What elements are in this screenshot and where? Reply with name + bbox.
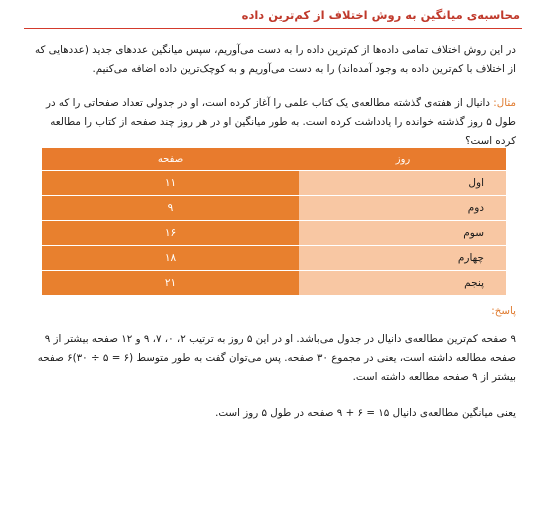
- day-cell: اول: [299, 171, 506, 196]
- pages-cell: ۱۱: [42, 171, 299, 196]
- table-row: [42, 171, 506, 196]
- table-row: [42, 196, 506, 221]
- title-divider: [24, 28, 522, 29]
- example-label: مثال:: [493, 97, 516, 109]
- pages-cell: ۹: [42, 196, 299, 221]
- day-cell: سوم: [299, 221, 506, 246]
- example-text: دانیال از هفته‌ی گذشته مطالعه‌ی یک کتاب علمی را آغاز کرده است، او در جدولی تعداد صفحاتی را که در طول ۵ روز گذشته خوانده را یادداشت کرده است. به طور میانگین او در هر روز چند صفحه از کتاب را مطالعه کرده است؟: [46, 97, 516, 147]
- reading-table: [42, 148, 506, 295]
- table-row: [42, 271, 506, 296]
- example-paragraph: [30, 94, 516, 151]
- day-cell: دوم: [299, 196, 506, 221]
- pages-cell: ۱۸: [42, 246, 299, 271]
- section-title: محاسبه‌ی میانگین به روش اختلاف از کم‌ترین داده: [241, 8, 520, 22]
- intro-paragraph: در این روش اختلاف تمامی داده‌ها از کم‌ترین داده را به دست می‌آوریم، سپس میانگین عددهای جدید (عددهایی که از اختلاف با کم‌ترین داده به وجود آمده‌اند) را به دست می‌آوریم و به کوچک‌ترین داده اضافه می‌کنیم.: [34, 44, 516, 75]
- pages-cell: ۱۶: [42, 221, 299, 246]
- table-row: [42, 221, 506, 246]
- day-cell: پنجم: [299, 271, 506, 296]
- header-pages: صفحه: [42, 148, 299, 171]
- pages-cell: ۲۱: [42, 271, 299, 296]
- table-row: [42, 246, 506, 271]
- answer-paragraph: ۹ صفحه کم‌ترین مطالعه‌ی دانیال در جدول می‌باشد. او در این ۵ روز به ترتیب ۲، ۰، ۷، ۹ و ۱۲ صفحه بیشتر از ۹ صفحه مطالعه داشته است، یعنی در مجموع ۳۰ صفحه. پس می‌توان گفت به طور متوسط (۶ = ۵ ÷ ۳۰)۶ صفحه بیشتر از ۹ صفحه مطالعه داشته است.: [37, 333, 516, 383]
- header-day: روز: [299, 148, 506, 171]
- answer-conclusion: یعنی میانگین مطالعه‌ی دانیال ۱۵ = ۶ + ۹ صفحه در طول ۵ روز است.: [215, 407, 516, 419]
- day-cell: چهارم: [299, 246, 506, 271]
- answer-label: پاسخ:: [491, 305, 516, 317]
- table-header-row: [42, 148, 506, 171]
